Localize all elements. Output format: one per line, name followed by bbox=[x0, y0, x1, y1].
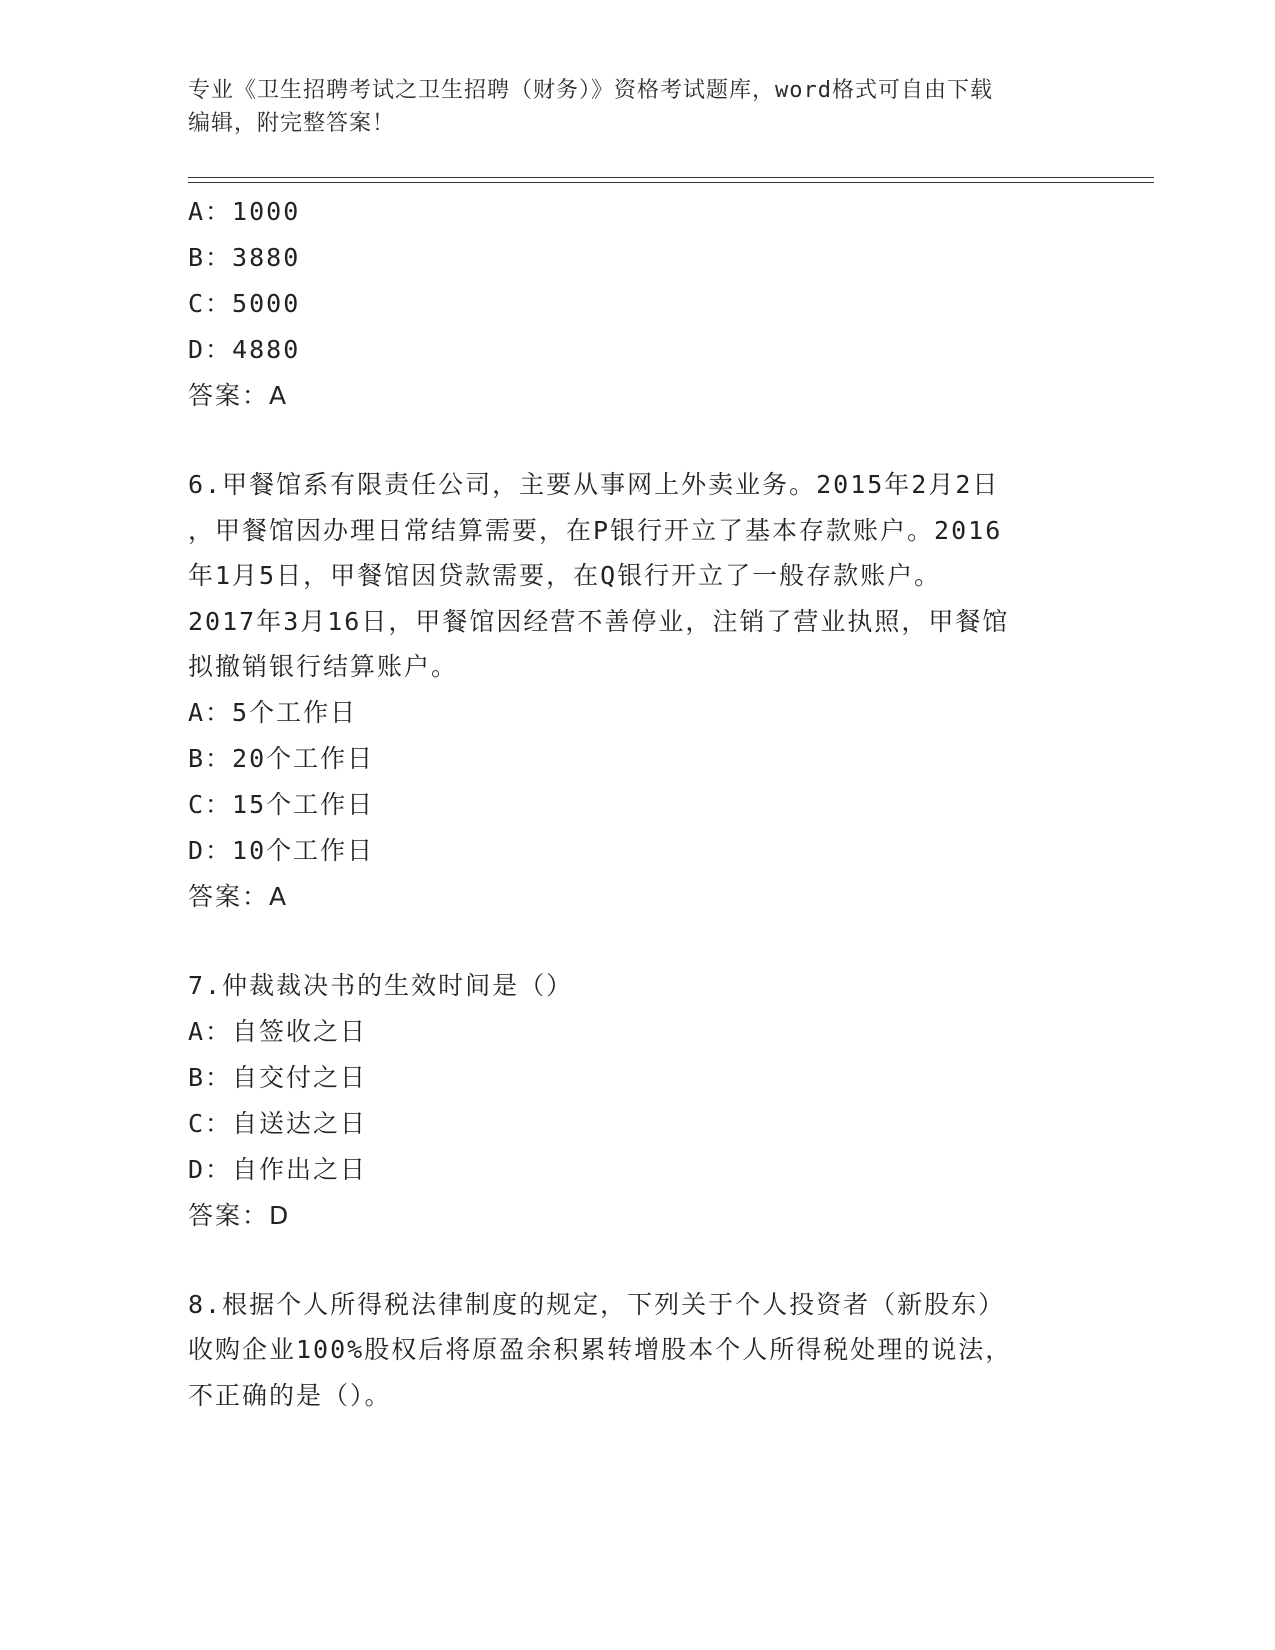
header-rule-top bbox=[188, 177, 1154, 178]
option-b: B：20个工作日 bbox=[188, 743, 375, 773]
question-line: 8.根据个人所得税法律制度的规定，下列关于个人投资者（新股东） bbox=[188, 1289, 1006, 1319]
question-8 bbox=[188, 1282, 1088, 1419]
option-c: C：自送达之日 bbox=[188, 1108, 368, 1138]
question-5 bbox=[188, 189, 1088, 419]
question-line: ，甲餐馆因办理日常结算需要，在P银行开立了基本存款账户。2016 bbox=[188, 515, 1003, 545]
question-line: 不正确的是（）。 bbox=[188, 1380, 392, 1410]
option-c: C：5000 bbox=[188, 289, 301, 318]
question-line: 2017年3月16日，甲餐馆因经营不善停业，注销了营业执照，甲餐馆 bbox=[188, 606, 1010, 636]
question-line: 年1月5日，甲餐馆因贷款需要，在Q银行开立了一般存款账户。 bbox=[188, 561, 942, 590]
question-text bbox=[188, 462, 1088, 690]
document-body bbox=[188, 189, 1088, 1418]
question-line: 6.甲餐馆系有限责任公司，主要从事网上外卖业务。2015年2月2日 bbox=[188, 470, 1000, 499]
option-b: B：3880 bbox=[188, 243, 301, 272]
question-text bbox=[188, 1282, 1088, 1419]
question-6 bbox=[188, 462, 1088, 920]
option-d: D：自作出之日 bbox=[188, 1154, 368, 1184]
header-rule-bottom bbox=[188, 182, 1154, 183]
option-a: A：自签收之日 bbox=[188, 1016, 368, 1046]
answer: 答案：D bbox=[188, 1200, 291, 1230]
question-text: 7.仲裁裁决书的生效时间是（） bbox=[188, 970, 574, 1000]
option-d: D：4880 bbox=[188, 335, 301, 364]
option-a: A：1000 bbox=[188, 197, 301, 226]
option-b: B：自交付之日 bbox=[188, 1062, 368, 1092]
question-line: 拟撤销银行结算账户。 bbox=[188, 652, 459, 681]
answer: 答案：A bbox=[188, 381, 289, 410]
header-line-2: 编辑，附完整答案！ bbox=[188, 111, 396, 136]
question-7 bbox=[188, 963, 1088, 1239]
option-d: D：10个工作日 bbox=[188, 835, 375, 865]
answer: 答案：A bbox=[188, 881, 289, 911]
option-c: C：15个工作日 bbox=[188, 789, 375, 819]
question-line: 收购企业100%股权后将原盈余积累转增股本个人所得税处理的说法， bbox=[188, 1335, 1013, 1364]
header-line-1: 专业《卫生招聘考试之卫生招聘（财务）》资格考试题库，word格式可自由下载 bbox=[188, 78, 993, 103]
option-a: A：5个工作日 bbox=[188, 697, 358, 727]
document-header bbox=[188, 74, 1088, 140]
